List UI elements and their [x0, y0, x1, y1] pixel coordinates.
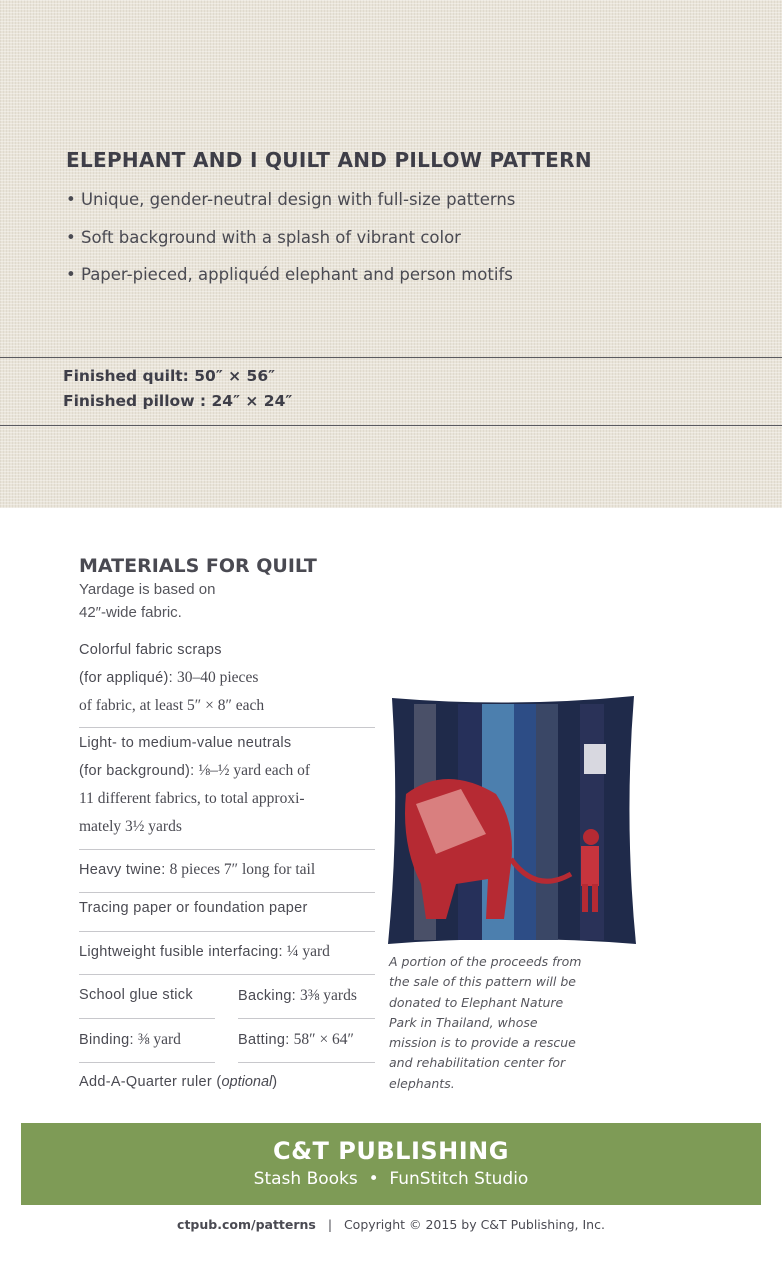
copyright: Copyright © 2015 by C&T Publishing, Inc. — [343, 1217, 605, 1232]
feature-bullet: • Unique, gender-neutral design with full-size patterns — [66, 190, 516, 209]
fabric-texture-header — [0, 0, 782, 508]
material-item: Binding: ⅜ yard — [79, 1031, 181, 1048]
yardage-note: 42″-wide fabric. — [79, 604, 182, 621]
divider — [79, 892, 375, 893]
divider — [79, 1062, 215, 1063]
pillow-photo — [386, 694, 640, 948]
material-item: Backing: 3⅜ yards — [238, 987, 357, 1004]
material-item: Light- to medium-value neutrals (for background): ⅛–½ yard each of 11 different fabrics, to total approxi- mately 3½ yards — [79, 735, 311, 835]
publisher-banner — [21, 1123, 761, 1205]
footer — [0, 1217, 782, 1232]
publisher-name: C&T PUBLISHING — [273, 1137, 509, 1165]
imprint-funstitch: FunStitch Studio — [389, 1169, 529, 1189]
divider — [0, 357, 782, 358]
website-link[interactable]: ctpub.com/patterns — [177, 1217, 316, 1232]
feature-bullet: • Soft background with a splash of vibrant color — [66, 228, 461, 247]
divider — [238, 1018, 375, 1019]
divider — [0, 425, 782, 426]
finished-quilt-size: Finished quilt: 50″ × 56″ — [63, 367, 276, 385]
material-item: Lightweight fusible interfacing: ¼ yard — [79, 943, 330, 960]
divider — [79, 727, 375, 728]
feature-bullet: • Paper-pieced, appliquéd elephant and person motifs — [66, 265, 513, 284]
divider — [79, 1018, 215, 1019]
divider — [79, 931, 375, 932]
finished-pillow-size: Finished pillow : 24″ × 24″ — [63, 392, 293, 410]
divider — [79, 849, 375, 850]
material-item: Add-A-Quarter ruler (optional) — [79, 1074, 278, 1090]
page-title: ELEPHANT AND I QUILT AND PILLOW PATTERN — [66, 148, 592, 172]
donation-caption: A portion of the proceeds from the sale of this pattern will be donated to Elephant Nature Park in Thailand, whose mission is to provide a rescue and rehabilitation center for elephants. — [389, 954, 582, 1091]
material-item: Batting: 58″ × 64″ — [238, 1031, 355, 1048]
imprint-stash-books: Stash Books — [253, 1169, 358, 1189]
yardage-note: Yardage is based on — [79, 581, 216, 598]
material-item: Tracing paper or foundation paper — [79, 900, 308, 916]
material-item: Colorful fabric scraps (for appliqué): 30–40 pieces of fabric, at least 5″ × 8″ each — [79, 642, 265, 714]
divider — [238, 1062, 375, 1063]
materials-heading: MATERIALS FOR QUILT — [79, 555, 317, 577]
separator: | — [327, 1217, 333, 1232]
separator: • — [368, 1169, 379, 1189]
material-item: School glue stick — [79, 987, 193, 1003]
material-item: Heavy twine: 8 pieces 7″ long for tail — [79, 861, 316, 878]
divider — [79, 974, 375, 975]
